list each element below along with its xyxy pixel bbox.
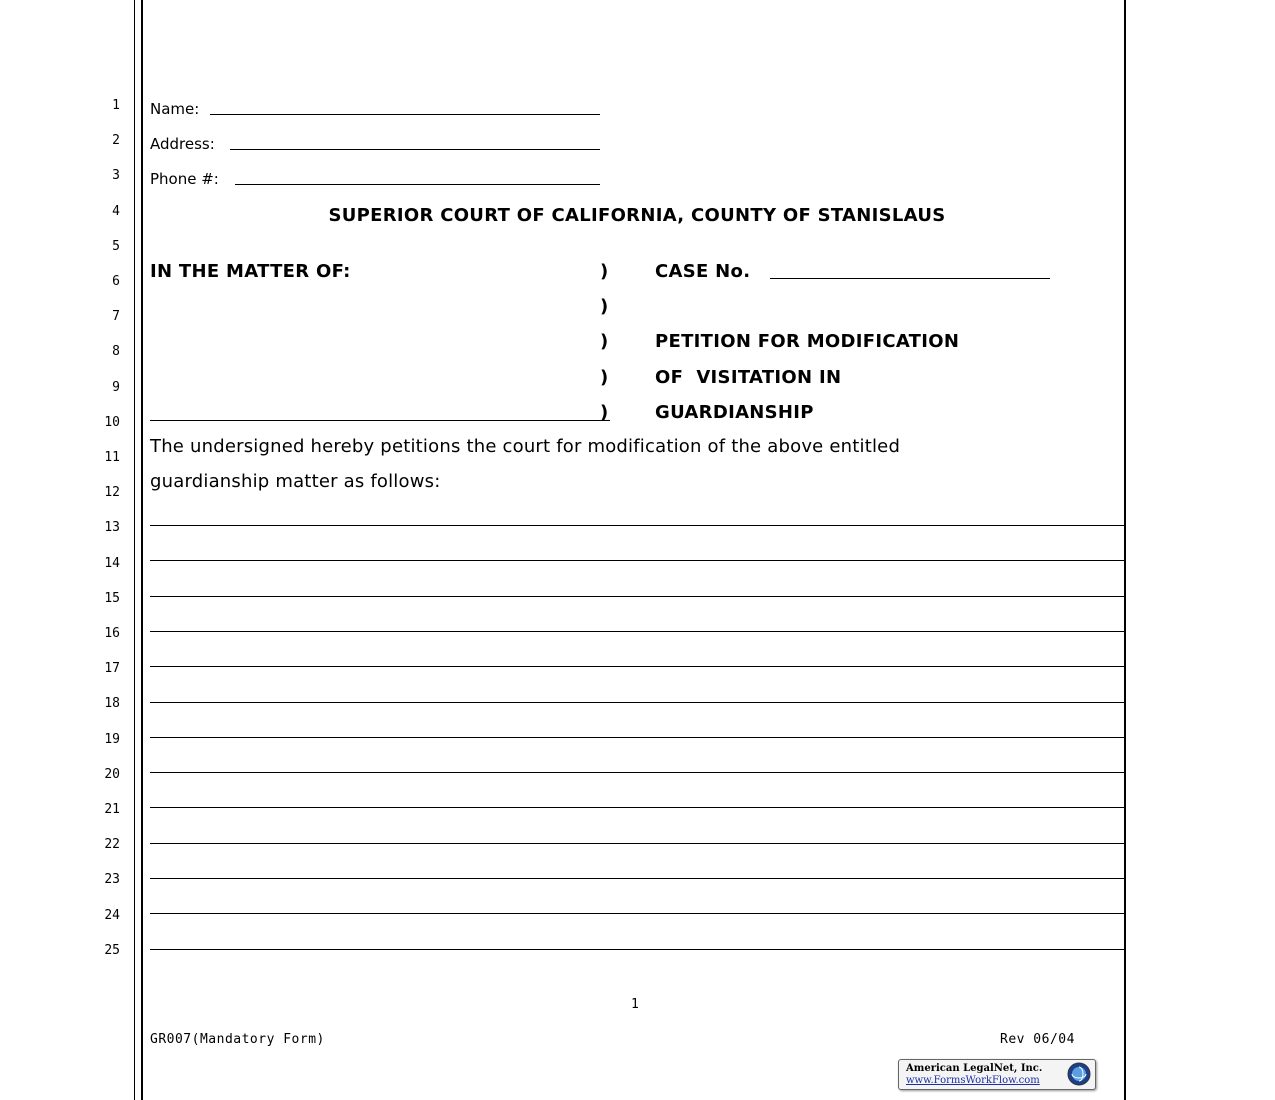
form-id: GR007(Mandatory Form) [150, 1032, 325, 1047]
blank-writing-line [150, 843, 1124, 844]
matter-label: IN THE MATTER OF: [150, 261, 351, 282]
caption-paren: ) [600, 402, 609, 423]
line-number: 10 [104, 414, 120, 430]
blank-writing-line [150, 913, 1124, 914]
blank-writing-line [150, 702, 1124, 703]
name-label: Name: [150, 100, 200, 118]
line-number: 11 [104, 450, 120, 465]
blank-writing-line [150, 772, 1124, 773]
matter-name-line[interactable] [150, 420, 610, 421]
right-margin-rule [1124, 0, 1126, 1100]
name-field-line[interactable] [210, 114, 600, 115]
body-line-2: guardianship matter as follows: [150, 471, 441, 492]
line-number: 21 [104, 802, 120, 817]
caption-paren: ) [600, 296, 609, 317]
address-field-line[interactable] [230, 149, 600, 150]
line-number: 15 [104, 590, 120, 606]
body-line-1: The undersigned hereby petitions the court for modification of the above entitled [150, 436, 901, 457]
blank-writing-line [150, 631, 1124, 632]
petition-title-line1: PETITION FOR MODIFICATION [655, 331, 960, 352]
globe-icon [1067, 1062, 1091, 1086]
line-number: 7 [112, 309, 120, 325]
caption-paren: ) [600, 367, 609, 388]
line-number: 23 [104, 872, 120, 888]
phone-field-line[interactable] [235, 184, 600, 185]
line-number: 17 [104, 661, 120, 677]
company-logo[interactable] [898, 1059, 1096, 1090]
line-number: 14 [104, 555, 120, 571]
line-number: 5 [112, 238, 120, 254]
blank-writing-line [150, 560, 1124, 561]
line-number: 16 [104, 626, 120, 641]
address-label: Address: [150, 135, 215, 153]
line-number: 2 [112, 133, 120, 149]
case-no-field-line[interactable] [770, 278, 1050, 279]
line-number: 9 [112, 379, 120, 395]
blank-writing-line [150, 596, 1124, 597]
blank-writing-line [150, 666, 1124, 667]
phone-label: Phone #: [150, 170, 219, 188]
line-number: 22 [104, 837, 120, 853]
page-number: 1 [631, 997, 640, 1012]
revision-date: Rev 06/04 [1000, 1032, 1075, 1047]
line-number: 19 [104, 731, 120, 747]
line-number: 18 [104, 696, 120, 712]
petition-title-line3: GUARDIANSHIP [655, 402, 814, 423]
left-margin-rule-inner [141, 0, 143, 1100]
logo-company-name: American LegalNet, Inc. [906, 1063, 1043, 1074]
line-number: 8 [112, 344, 120, 360]
petition-title-line2: OF VISITATION IN [655, 367, 842, 388]
blank-writing-line [150, 878, 1124, 879]
blank-writing-line [150, 807, 1124, 808]
logo-url[interactable]: www.FormsWorkFlow.com [906, 1075, 1040, 1086]
case-no-label: CASE No. [655, 261, 751, 282]
caption-paren: ) [600, 331, 609, 352]
blank-writing-line [150, 949, 1124, 950]
line-number: 1 [112, 98, 120, 113]
line-number: 13 [104, 520, 120, 536]
line-number: 3 [112, 168, 120, 184]
caption-paren: ) [600, 261, 609, 282]
line-number: 25 [104, 942, 120, 958]
line-number: 20 [104, 766, 120, 782]
court-title: SUPERIOR COURT OF CALIFORNIA, COUNTY OF STANISLAUS [328, 205, 946, 226]
left-margin-rule-outer [134, 0, 135, 1100]
line-number: 12 [104, 485, 120, 501]
blank-writing-line [150, 737, 1124, 738]
line-number: 6 [112, 274, 120, 289]
line-number: 24 [104, 907, 120, 923]
line-number: 4 [112, 203, 120, 219]
blank-writing-line [150, 525, 1124, 526]
